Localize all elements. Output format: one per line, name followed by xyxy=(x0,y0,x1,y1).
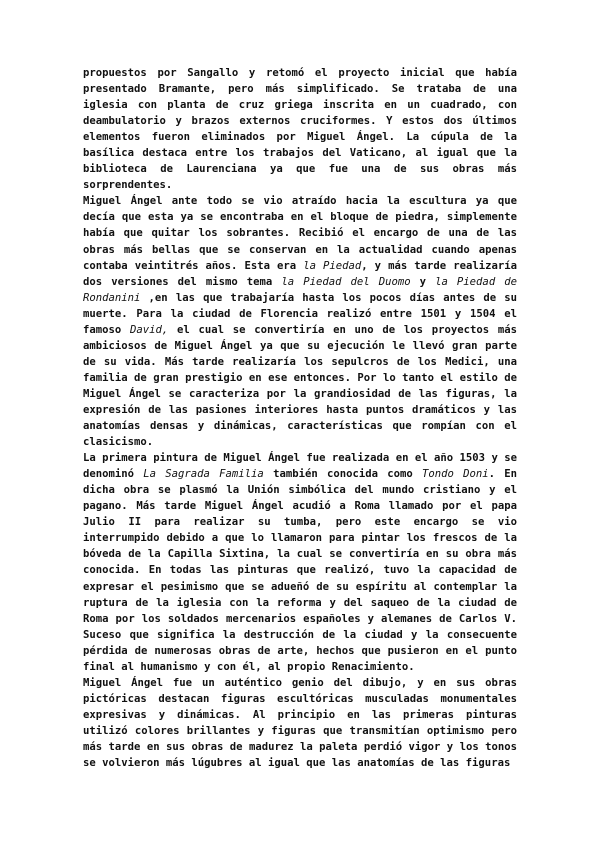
italic-title-piedad-rondanini: la Piedad de Rondanini xyxy=(83,275,518,304)
italic-title-la-piedad: la Piedad xyxy=(303,259,362,272)
paragraph-3-text: La primera pintura de Miguel Ángel fue realizada en el año 1503 y se denominó xyxy=(83,452,517,481)
paragraph-2-text: ,en las que trabajaría hasta los pocos días antes de su muerte. Para la ciudad de Florencia realizó entre 1501 y 1504 el famoso xyxy=(83,291,517,336)
paragraph-3-text: también conocida como xyxy=(263,468,422,481)
italic-title-david: David, xyxy=(130,323,169,336)
italic-title-piedad-del-duomo: la Piedad del Duomo xyxy=(281,275,411,288)
paragraph-1 xyxy=(83,65,517,193)
paragraph-2 xyxy=(83,193,517,450)
paragraph-3 xyxy=(83,450,517,675)
paragraph-4 xyxy=(83,675,517,771)
italic-title-tondo-doni: Tondo Doni xyxy=(421,468,489,481)
paragraph-3-text: . En dicha obra se plasmó la Unión simbólica del mundo cristiano y el pagano. Más tarde Miguel Ángel acudió a Roma llamado por el papa Julio II para realizar su tumba, pero este encargo se vio interrumpido debido a que lo llamaron para pintar los frescos de la bóveda de la Capilla Sixtina, la cual se convertiría en su obra más conocida. En todas las pinturas que realizó, tuvo la capacidad de expresar el pesimismo que se adueñó de su espíritu al contemplar la ruptura de la iglesia con la reforma y del saqueo de la ciudad de Roma por los soldados mercenarios españoles y alemanes de Carlos V. Suceso que significa la destrucción de la ciudad y la consecuente pérdida de numerosas obras de arte, hechos que pusieron en el punto final al humanismo y con él, al propio Renacimiento. xyxy=(83,468,518,673)
paragraph-1-text: propuestos por Sangallo y retomó el proyecto inicial que había presentado Bramante, pero más simplificado. Se trataba de una iglesia con planta de cruz griega inscrita en un cuadrado, con deambulatorio y brazos externos cruciformes. Y estos dos últimos elementos fueron eliminados por Miguel Ángel. La cúpula de la basílica destaca entre los trabajos del Vaticano, al igual que la biblioteca de Laurenciana ya que fue una de sus obras más sorprendentes. xyxy=(83,67,517,192)
paragraph-2-text: Miguel Ángel ante todo se vio atraído hacia la escultura ya que decía que esta ya se encontraba en el bloque de piedra, simplemente había que quitar los sobrantes. Recibió el encargo de una de las obras más bellas que se conservan en la actualidad cuando apenas contaba veintitrés años. Esta era xyxy=(83,195,517,272)
paragraph-2-text: y xyxy=(410,275,436,288)
paragraph-2-text: el cual se convertiría en uno de los proyectos más ambiciosos de Miguel Ángel ya que su ejecución le llevó gran parte de su vida. Más tarde realizaría los sepulcros de los Medici, una familia de gran prestigio en ese entonces. Por lo tanto el estilo de Miguel Ángel se caracteriza por la grandiosidad de las figuras, la expresión de las pasiones interiores hasta puntos dramáticos y las anatomías densas y dinámicas, características que rompían con el clasicismo. xyxy=(83,323,517,449)
paragraph-4-text: Miguel Ángel fue un auténtico genio del dibujo, y en sus obras pictóricas destacan figuras escultóricas musculadas monumentales expresivas y dinámicas. Al principio en las primeras pinturas utilizó colores brillantes y figuras que transmitían optimismo pero más tarde en sus obras de madurez la paleta perdió vigor y los tonos se volvieron más lúgubres al igual que las anatomías de las figuras xyxy=(83,676,517,770)
italic-title-sagrada-familia: La Sagrada Familia xyxy=(143,468,264,481)
paragraph-2-text: , y más tarde realizaría dos versiones del mismo tema xyxy=(83,259,517,288)
